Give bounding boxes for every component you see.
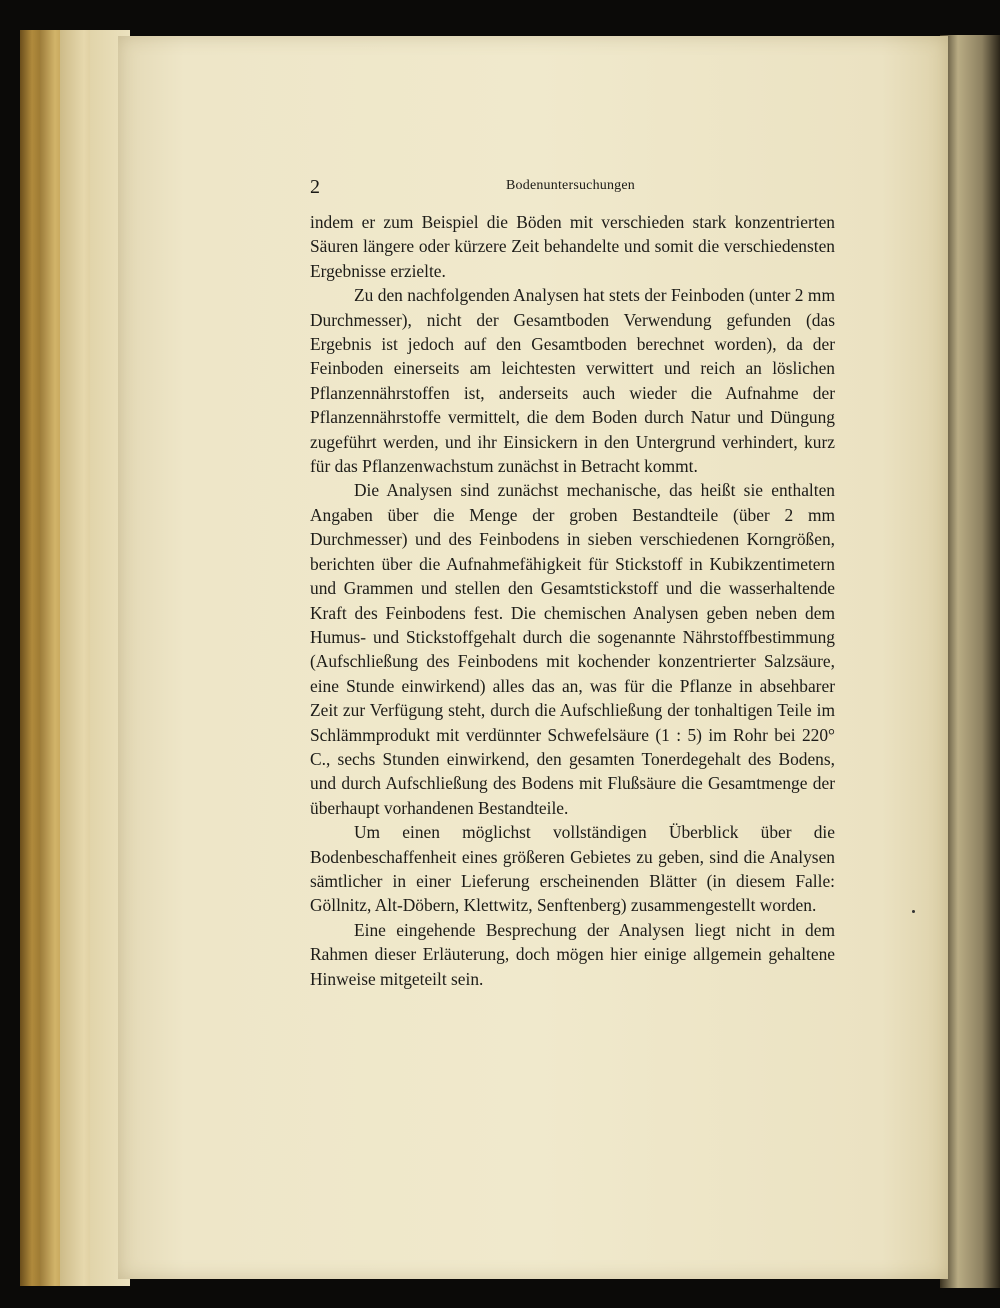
paragraph: Die Analysen sind zunächst mechanische, das heißt sie enthalten Angaben über die Menge der groben Bestandteile (über 2 mm Durchmesser) und des Feinbodens in sieben verschiedenen Korngrößen, berichten über die Aufnahmefähigkeit für Stickstoff in Kubikzentimetern und Grammen und stellen den Gesamtstickstoff und die wasserhaltende Kraft des Feinbodens fest. Die chemischen Analysen geben neben dem Humus- und Stickstoffgehalt durch die sogenannte Nährstoffbestimmung (Aufschließung des Feinbodens mit kochender konzentrierter Salzsäure, eine Stunde einwirkend) alles das an, was für die Pflanze in absehbarer Zeit zur Verfügung steht, durch die Aufschließung der tonhaltigen Teile im Schlämmprodukt mit verdünnter Schwefelsäure (1 : 5) im Rohr bei 220° C., sechs Stunden einwirkend, den gesamten Tonerdegehalt des Bodens, und durch Aufschließung des Bodens mit Flußsäure die Gesamtmenge der überhaupt vorhandenen Bestandteile. — [310, 480, 835, 818]
dust-speck — [912, 910, 915, 913]
paragraph: Eine eingehende Besprechung der Analysen liegt nicht in dem Rahmen dieser Erläuterung, doch mögen hier einige allgemein gehaltene Hinweise mitgeteilt sein. — [310, 919, 835, 989]
running-title: Bodenuntersuchungen — [506, 178, 635, 193]
paragraph: Zu den nachfolgenden Analysen hat stets der Feinboden (unter 2 mm Durchmesser), nicht der Gesamtboden Verwendung gefunden (das Ergebnis ist jedoch auf den Gesamtboden berechnet worden), da der Feinboden einerseits am leichtesten verwittert und reich an löslichen Pflanzennährstoffen ist, anderseits auch wieder die Aufnahme der Pflanzennährstoffe vermittelt, die dem Boden durch Natur und Düngung zugeführt werden, und ihr Einsickern in den Untergrund verhindert, kurz für das Pflanzenwachstum zunächst in Betracht kommt. — [310, 285, 835, 477]
paragraph: indem er zum Beispiel die Böden mit verschieden stark konzentrierten Säuren längere oder kürzere Zeit behandelte und somit die verschiedensten Ergebnisse erzielte. — [310, 212, 835, 281]
body-text — [310, 210, 835, 991]
page-number: 2 — [310, 176, 320, 198]
next-page-shadow — [940, 35, 1000, 1288]
paragraph: Um einen möglichst vollständigen Überblick über die Bodenbeschaffenheit eines größeren Gebietes zu geben, sind die Analysen sämtlicher in einer Lieferung erscheinenden Blätter (in diesem Falle: Göllnitz, Alt-Döbern, Klettwitz, Senftenberg) zusammengestellt worden. — [310, 822, 835, 916]
page-header — [310, 178, 640, 200]
